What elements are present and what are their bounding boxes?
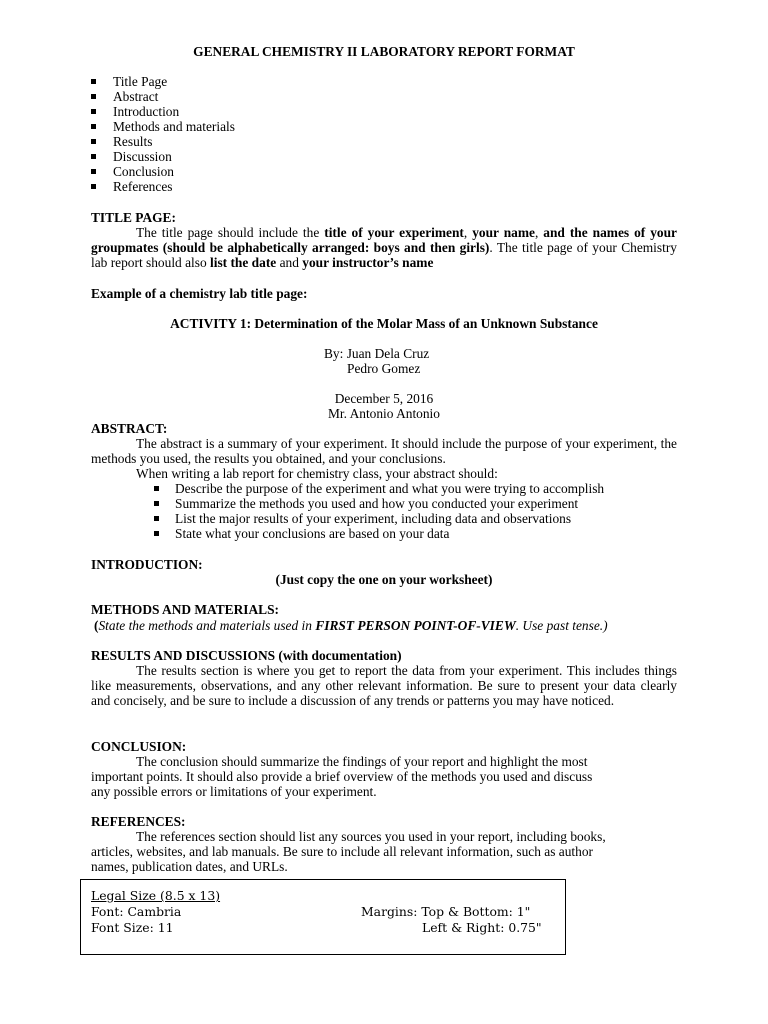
list-item: State what your conclusions are based on your data [91,526,677,541]
conclusion-section [91,739,677,799]
margins-top-bottom-label: Margins: Top & Bottom: 1" [361,904,531,919]
paragraph-line: names, publication dates, and URLs. [91,859,288,874]
references-section [91,814,677,874]
square-bullet-icon [154,531,159,536]
paragraph-line: any possible errors or limitations of your experiment. [91,784,377,799]
square-bullet-icon [91,184,96,189]
example-byline: By: Juan Dela Cruz [324,346,430,361]
section-heading: CONCLUSION: [91,739,187,754]
section-list [91,74,235,194]
list-item: Describe the purpose of the experiment and what you were trying to accomplish [91,481,677,496]
paragraph-line: The conclusion should summarize the findings of your report and highlight the most [136,754,588,769]
section-heading: REFERENCES: [91,814,186,829]
introduction-note: (Just copy the one on your worksheet) [275,572,493,587]
paragraph-line: The references section should list any sources you used in your report, including books, [136,829,606,844]
square-bullet-icon [154,516,159,521]
abstract-section [91,421,677,541]
section-heading: RESULTS AND DISCUSSIONS (with documentation) [91,648,402,663]
list-item: Methods and materials [91,119,235,134]
list-item: Title Page [91,74,235,89]
example-byline-2: Pedro Gomez [347,361,421,376]
methods-heading: METHODS AND MATERIALS: [91,602,279,617]
list-item: Conclusion [91,164,235,179]
list-item: References [91,179,235,194]
list-item: Summarize the methods you used and how you conducted your experiment [91,496,677,511]
square-bullet-icon [91,169,96,174]
square-bullet-icon [91,109,96,114]
list-item: Abstract [91,89,235,104]
font-size-label: Font Size: 11 [91,920,174,935]
square-bullet-icon [91,124,96,129]
section-paragraph: The title page should include the title of your experiment, your name, and the names of your groupmates (should be alphabetically arranged: boys and then girls). The title page of your Chemistry lab report should also list the date and your instructor’s name [91,225,677,270]
section-heading: ABSTRACT: [91,421,168,436]
square-bullet-icon [154,486,159,491]
introduction-heading: INTRODUCTION: [91,557,203,572]
paper-size-label: Legal Size (8.5 x 13) [91,888,221,903]
font-label: Font: Cambria [91,904,182,919]
paragraph-line: important points. It should also provide a brief overview of the methods you used and discuss [91,769,593,784]
results-section [91,648,677,708]
title-page-section [91,210,677,270]
section-heading: TITLE PAGE: [91,210,176,225]
example-date: December 5, 2016 [334,391,434,406]
example-heading: Example of a chemistry lab title page: [91,286,308,301]
example-activity-title: ACTIVITY 1: Determination of the Molar Mass of an Unknown Substance [170,316,598,331]
square-bullet-icon [91,94,96,99]
margins-left-right-label: Left & Right: 0.75" [422,920,542,935]
list-item: Results [91,134,235,149]
square-bullet-icon [91,79,96,84]
document-title: GENERAL CHEMISTRY II LABORATORY REPORT FORMAT [193,44,575,59]
list-item: Discussion [91,149,235,164]
square-bullet-icon [154,501,159,506]
methods-note: (State the methods and materials used in FIRST PERSON POINT-OF-VIEW. Use past tense.) [94,618,608,633]
abstract-list [91,481,677,541]
section-paragraph: The abstract is a summary of your experiment. It should include the purpose of your experiment, the methods you used, the results you obtained, and your conclusions. [91,436,677,466]
square-bullet-icon [91,139,96,144]
format-spec-box [80,879,566,955]
list-item: Introduction [91,104,235,119]
section-paragraph: When writing a lab report for chemistry class, your abstract should: [136,466,498,481]
example-instructor: Mr. Antonio Antonio [328,406,440,421]
list-item: List the major results of your experiment, including data and observations [91,511,677,526]
section-paragraph: The results section is where you get to report the data from your experiment. This includes things like measurements, observations, and any other relevant information. Be sure to present your data clearly and concisely, and be sure to include a discussion of any trends or patterns you may have noticed. [91,663,677,708]
paragraph-line: articles, websites, and lab manuals. Be sure to include all relevant information, such as author [91,844,593,859]
square-bullet-icon [91,154,96,159]
